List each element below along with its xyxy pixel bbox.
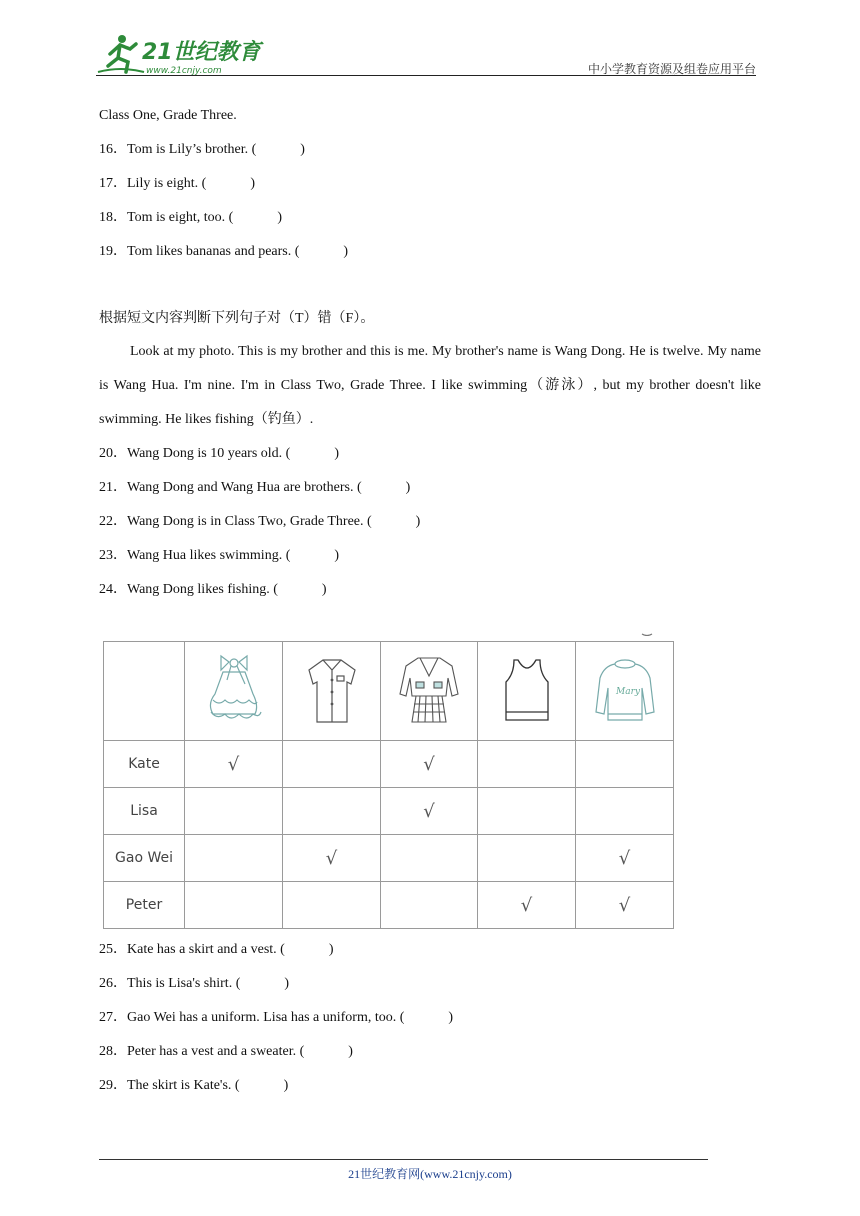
question-text: Gao Wei has a uniform. Lisa has a uniform, too. ( xyxy=(127,1010,405,1025)
s1-question-1 xyxy=(99,141,305,159)
uniform-column xyxy=(381,642,478,741)
passage-text: Look at my photo. This is my brother and this is me. My brother's name is Wang Dong. He is twelve. My name is Wang Hua. I'm nine. I'm in Class Two, Grade Three. I like swimming（游泳）, but my brother doesn't like swimming. He likes fishing（钓鱼）. xyxy=(99,344,761,427)
question-paren-close: ) xyxy=(321,582,327,597)
check-mark: √ xyxy=(227,753,240,775)
question-number: 23． xyxy=(99,548,127,563)
mark-cell xyxy=(283,788,381,835)
question-text: The skirt is Kate's. ( xyxy=(127,1078,240,1093)
question-text: Tom is Lily’s brother. ( xyxy=(127,142,257,157)
s2-question-3 xyxy=(99,513,420,531)
mark-cell xyxy=(381,741,478,788)
footer-text: 21世纪教育网(www.21cnjy.com) xyxy=(348,1167,512,1181)
skirt-column xyxy=(185,642,283,741)
question-text: Kate has a skirt and a vest. ( xyxy=(127,942,285,957)
s1-question-4 xyxy=(99,243,348,261)
question-paren-close: ) xyxy=(250,176,255,191)
skirt-icon xyxy=(199,654,269,728)
vest-icon xyxy=(492,654,562,728)
check-mark: √ xyxy=(618,847,631,869)
table-row xyxy=(104,835,674,882)
logo-21cnjy xyxy=(96,32,266,76)
mark-cell xyxy=(576,882,674,929)
svg-text:21世纪教育: 21世纪教育 xyxy=(142,40,261,65)
mark-cell xyxy=(576,788,674,835)
question-paren-close: ) xyxy=(277,210,283,225)
s3-question-4 xyxy=(99,1043,353,1061)
mark-cell xyxy=(576,741,674,788)
question-number: 26． xyxy=(99,976,127,991)
s2-question-5 xyxy=(99,581,327,599)
mark-cell xyxy=(283,741,381,788)
mark-cell xyxy=(185,882,283,929)
check-mark: √ xyxy=(520,894,533,916)
s1-question-3 xyxy=(99,209,282,227)
mark-cell xyxy=(381,788,478,835)
row-name: Kate xyxy=(104,741,185,788)
question-number: 21． xyxy=(99,480,127,495)
s3-question-3 xyxy=(99,1009,453,1027)
row-name: Peter xyxy=(104,882,185,929)
question-number: 24． xyxy=(99,582,127,597)
question-number: 25． xyxy=(99,942,127,957)
question-number: 20． xyxy=(99,446,127,461)
question-number: 22． xyxy=(99,514,127,529)
s3-question-2 xyxy=(99,975,289,993)
mark-cell xyxy=(283,882,381,929)
vest-column xyxy=(478,642,576,741)
mark-cell xyxy=(478,788,576,835)
question-text: Wang Dong and Wang Hua are brothers. ( xyxy=(127,480,362,495)
mark-cell xyxy=(185,788,283,835)
check-mark: √ xyxy=(423,753,435,775)
question-text: Wang Hua likes swimming. ( xyxy=(127,548,291,563)
check-mark: √ xyxy=(325,847,338,869)
s3-question-5 xyxy=(99,1077,288,1095)
shirt-column xyxy=(283,642,381,741)
question-paren-close: ) xyxy=(328,942,334,957)
shirt-icon xyxy=(297,654,367,728)
question-paren-close: ) xyxy=(343,244,349,259)
question-paren-close: ) xyxy=(334,548,340,563)
mark-cell xyxy=(381,835,478,882)
clothes-table xyxy=(103,641,673,928)
table-row xyxy=(104,788,674,835)
question-number: 17． xyxy=(99,176,127,191)
reading-passage xyxy=(99,335,761,437)
question-paren-close: ) xyxy=(415,514,421,529)
header-platform-text: 中小学教育资源及组卷应用平台 xyxy=(587,62,756,76)
question-text: Peter has a vest and a sweater. ( xyxy=(127,1044,305,1059)
table-row xyxy=(104,882,674,929)
table-corner-mark xyxy=(641,630,653,636)
question-paren-close: ) xyxy=(348,1044,353,1059)
question-number: 28． xyxy=(99,1044,127,1059)
question-number: 27． xyxy=(99,1010,127,1025)
question-text: Wang Dong is 10 years old. ( xyxy=(127,446,291,461)
question-number: 16． xyxy=(99,142,127,157)
instruction-text: 根据短文内容判断下列句子对（T）错（F）。 xyxy=(99,311,375,326)
question-text: Wang Dong likes fishing. ( xyxy=(127,582,278,597)
question-paren-close: ) xyxy=(405,480,411,495)
svg-text:Mary: Mary xyxy=(615,687,640,697)
row-name: Lisa xyxy=(104,788,185,835)
question-number: 18． xyxy=(99,210,127,225)
mark-cell xyxy=(185,741,283,788)
question-text: Wang Dong is in Class Two, Grade Three. ( xyxy=(127,514,372,529)
svg-text:www.21cnjy.com: www.21cnjy.com xyxy=(146,66,222,76)
question-text: This is Lisa's shirt. ( xyxy=(127,976,241,991)
intro-line: Class One, Grade Three. xyxy=(99,108,237,123)
header-divider xyxy=(96,75,756,76)
mark-cell xyxy=(478,741,576,788)
question-text: Tom is eight, too. ( xyxy=(127,210,234,225)
question-number: 19． xyxy=(99,244,127,259)
mark-cell xyxy=(283,835,381,882)
s2-question-4 xyxy=(99,547,339,565)
clothes-grid xyxy=(103,641,674,929)
mark-cell xyxy=(185,835,283,882)
question-text: Tom likes bananas and pears. ( xyxy=(127,244,300,259)
question-paren-close: ) xyxy=(284,976,290,991)
mark-cell xyxy=(381,882,478,929)
question-number: 29． xyxy=(99,1078,127,1093)
uniform-icon xyxy=(394,654,464,728)
check-mark: √ xyxy=(423,800,435,822)
corner-cell xyxy=(104,642,185,741)
sweater-icon xyxy=(590,654,660,728)
question-text: Lily is eight. ( xyxy=(127,176,207,191)
table-header-row xyxy=(104,642,674,741)
sweater-column xyxy=(576,642,674,741)
row-name: Gao Wei xyxy=(104,835,185,882)
s3-question-1 xyxy=(99,941,334,959)
mark-cell xyxy=(576,835,674,882)
check-mark: √ xyxy=(618,894,631,916)
s2-question-1 xyxy=(99,445,339,463)
question-paren-close: ) xyxy=(448,1010,454,1025)
footer-divider xyxy=(99,1159,708,1160)
mark-cell xyxy=(478,882,576,929)
s1-question-2 xyxy=(99,175,255,193)
question-paren-close: ) xyxy=(334,446,340,461)
table-row xyxy=(104,741,674,788)
page-header xyxy=(96,32,756,78)
question-paren-close: ) xyxy=(300,142,305,157)
question-paren-close: ) xyxy=(283,1078,289,1093)
s2-question-2 xyxy=(99,479,410,497)
mark-cell xyxy=(478,835,576,882)
